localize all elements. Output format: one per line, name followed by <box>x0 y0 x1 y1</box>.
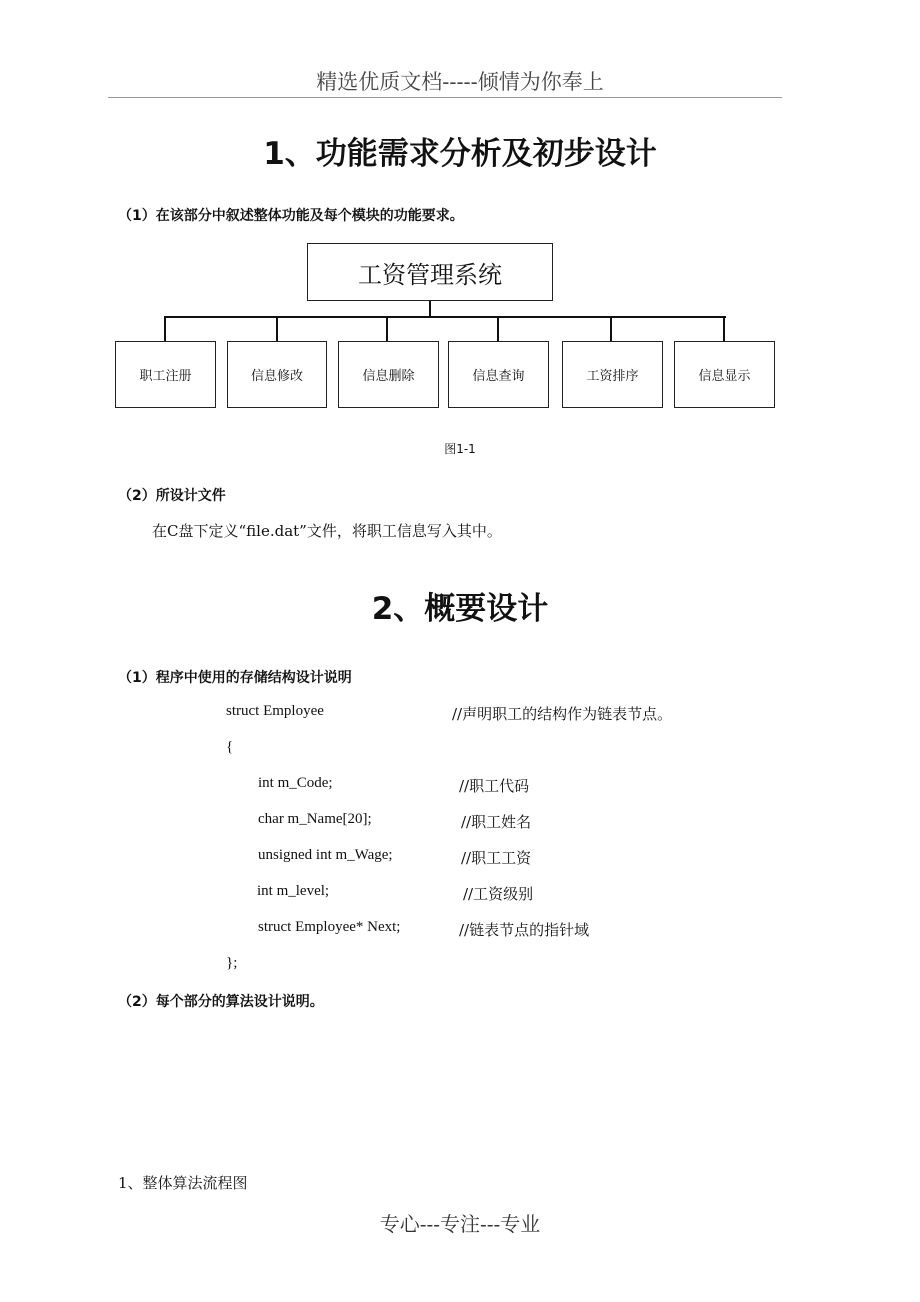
flowchart-item: 1、整体算法流程图 <box>118 1174 248 1192</box>
section2-heading: 2、概要设计 <box>371 591 549 627</box>
code-comment: //职工工资 <box>461 849 532 867</box>
code-comment: //工资级别 <box>463 885 534 903</box>
section1-heading: 1、功能需求分析及初步设计 <box>263 136 657 172</box>
diagram-connector <box>429 301 431 317</box>
page-header: 精选优质文档-----倾情为你奉上 <box>316 70 604 94</box>
code-comment: //职工代码 <box>459 777 530 795</box>
page-footer: 专心---专注---专业 <box>379 1212 541 1236</box>
diagram-connector <box>164 316 166 341</box>
diagram-connector <box>497 316 499 341</box>
diagram-module-node: 信息修改 <box>227 341 327 408</box>
diagram-root-node: 工资管理系统 <box>307 243 553 301</box>
section2-subheading-1: （1）程序中使用的存储结构设计说明 <box>118 670 352 686</box>
diagram-connector <box>723 316 725 341</box>
code-line: struct Employee* Next; <box>258 919 401 935</box>
diagram-module-node: 信息显示 <box>674 341 775 408</box>
diagram-module-node: 工资排序 <box>562 341 663 408</box>
file-description: 在C盘下定义“file.dat”文件，将职工信息写入其中。 <box>152 522 502 540</box>
diagram-module-node: 信息删除 <box>338 341 439 408</box>
code-line: int m_level; <box>257 883 330 899</box>
diagram-connector <box>386 316 388 341</box>
code-line: { <box>226 739 234 755</box>
code-line: int m_Code; <box>258 775 333 791</box>
diagram-connector <box>276 316 278 341</box>
header-divider <box>108 97 782 98</box>
code-comment: //链表节点的指针域 <box>459 921 590 939</box>
code-comment: //职工姓名 <box>461 813 532 831</box>
diagram-module-node: 信息查询 <box>448 341 549 408</box>
diagram-connector <box>610 316 612 341</box>
code-line: }; <box>226 955 238 971</box>
diagram-module-node: 职工注册 <box>115 341 216 408</box>
figure-caption: 图1-1 <box>444 442 476 456</box>
section1-subheading-1: （1）在该部分中叙述整体功能及每个模块的功能要求。 <box>118 208 464 224</box>
code-line: struct Employee <box>226 703 324 719</box>
code-line: char m_Name[20]; <box>258 811 372 827</box>
section2-subheading-2: （2）每个部分的算法设计说明。 <box>118 994 324 1010</box>
code-comment: //声明职工的结构作为链表节点。 <box>452 705 673 723</box>
code-line: unsigned int m_Wage; <box>258 847 393 863</box>
section1-subheading-2: （2）所设计文件 <box>118 488 226 504</box>
diagram-connector <box>164 316 726 318</box>
